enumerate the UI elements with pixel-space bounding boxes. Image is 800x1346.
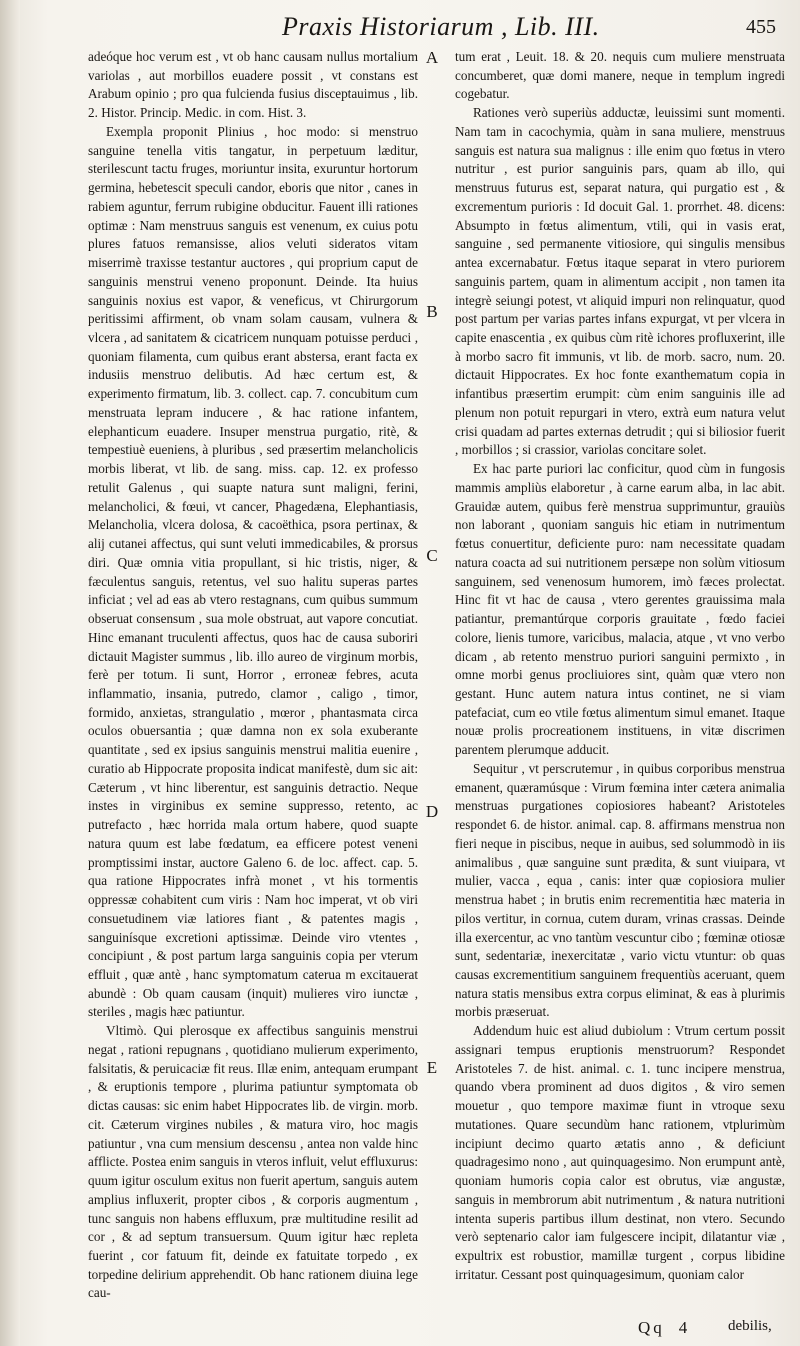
gutter-shadow	[0, 0, 20, 1346]
paragraph: Exempla proponit Plinius , hoc modo: si menstruo sanguine tenella vitis tangatur, in perpetuum læditur, sterilescunt tactu fruges, moriuntur insita, exuruntur hortorum germina, hebetescit speculi candor, eboris que nitor , canes in rabiem aguntur, ferrum rubigine obducitur. Fauent illi rationes optimæ : Nam menstruus sanguis est venenum, ex cuius potu plures fatuos remansisse, alios veluti sideratos vitam miserrimè traxisse testantur auctores , qui proprium caput de sanguinis menstrui veneno proponunt. Deinde. Ita huius sanguinis noxius est vapor, & veneficus, vt Chirurgorum peritissimi affirment, ob vnam solam causam, vulnera & vlcera , ad sanitatem & cicatricem nunquam potuisse perduci , quoniam filamenta, cum quibus erant abstersa, erant facta ex indusiis menstruo delibutis. Ad hæc certum est, & experimento firmatum, lib. 3. collect. cap. 7. concubitum cum menstruata lepram inducere , & hac ratione infantem, elephanticum euadere. Insuper menstrua purgatio, ritè, & tempestiuè eueniens, à pluribus , sed præsertim melancholicis morbis liberat, vt lib. de sang. miss. cap. 12. ex professo retulit Galenus , qui suapte natura sunt maligni, ferini, melancholici, & fœui, vt cancer, Phagedæna, Elephantiasis, Melancholia, vlcera dolosa, & cacoëthica, psora pertinax, & alij cutanei affectus, qui sunt veluti immedicabiles, & prorsus diri. Quæ omnia vitia propullant, si hic tristis, niger, & fæculentus sanguis, retentus, vel suo halitu superas partes inficiat ; vel ad eas ab vtero restagnans, cum quibus summum obseruat consensum , sua mole obstruat, aut vapore concutiat. Hinc emanant truculenti affectus, quos hac de causa suboriri dictauit Magister summus , lib. illo aureo de virginum morbis, ferè per totum. Ii sunt, Horror , erroneæ febres, acuta inflammatio, insania, putredo, clamor , caligo , timor, formido, anxietas, strangulatio , mœror , phantasmata circa oculos obuersantia ; quæ damna non ex sola exuberante quantitate , sed ex ipsius sanguinis menstrui malitia euenire , curatio ab Hippocrate proposita indicat manifestè, dum sic ait: Cæterum , vt hinc liberentur, est sanguinis detractio. Neque instes in virginibus ex semine suppresso, retento, ac putrefacto , hæc horrida mala ortum habere, quod suapte natura quum est labe fœdatum, ea efficere potest veneni promptissimi instar, auctore Galeno 6. de loc. affect. cap. 5. qua ratione Hippocrates infrà monet , vt his tormentis oppressæ cohabitent cum viris : Nam hoc imperat, vt ob viri consuetudinem viæ latiores fiant , & patentes magis , sanguinísque excretioni aptissimæ. Deinde viro vtentes , concipiunt , & post partum larga sanguinis copia per vterum effluit , quæ antè , hanc symptomatum caterua m excitauerat abundè : Ob quam causam (inquit) mulieres viro iunctæ , steriles , magis hæc patiuntur.	[88, 123, 418, 1020]
paragraph: Ex hac parte puriori lac conficitur, quod cùm in fungosis mammis ampliùs elaboretur , à carne earum alba, in lac abit. Grauidæ autem, quibus ferè menstrua supprimuntur, grauiùs non laborant , quoniam sanguis hic etiam in nutrimentum fœtus conuertitur, deficiente puro: nam necessitate quadam natura coacta ad sui nutritionem persæpe non solùm vitiosum sanguinem, sed venenosum humorem, imò fæces prolectat. Hinc fit vt hac de causa , vtero gerentes grauissima mala patiantur, premantúrque corporis grauitate , fœdo faciei colore, lienis tumore, varicibus, malacia, atque , vt vno verbo dicam , ab retento menstruo puriori sanguini permixto , in omne morbi genus procliuiores sint, quàm quæ vtero non gestant. Hunc autem natura intus continet, ne si viam patefaciat, cum eo vtile fœtus alimentum simul emanet. Itaque nouæ prolis procreationem instituens, in vitæ discrimen parentem plerumque adducit.	[455, 461, 785, 758]
right-column	[455, 48, 785, 1284]
signature-mark	[638, 1318, 690, 1338]
paragraph: Vltimò. Qui plerosque ex affectibus sanguinis menstrui negat , rationi repugnans , quotidiano mulierum experimento, falsitatis, & peruicaciæ fit reus. Illæ enim, antequam erumpant , & eruptionis tempore , plurima patiuntur symptomata ob dictas causas: sic enim habet Hippocrates lib. de virgin. morb. cit. Cæterum virgines nubiles , & matura viro, hoc magis patiuntur , vna cum mensium descensu , antea non valde hinc afflicte. Postea enim sanguis in vteros influit, velut effluxurus: quum igitur osculum exitus non fuerit apertum, sanguis autem amplius influxerit, propter cibos , & corporis augmentum , tunc sanguis non habens effluxum, præ multitudine resilit ad cor , & ad septum transuersum. Quum igitur hæc repleta fuerint , cor fatuum fit, deinde ex fatuitate torpedo , ex torpedine delirium apprehendit. Ob hanc rationem diuina lege cau-	[88, 1023, 418, 1301]
paragraph: Sequitur , vt perscrutemur , in quibus corporibus menstrua emanent, quæramúsque : Virum fœmina inter cætera animalia menstruas purgationes copiosiores habeant? Aristoteles respondet 6. de histor. animal. cap. 8. affirmans menstrua non fieri neque in piscibus, neque in auibus, sed solummodò in iis animalibus , quæ sanguine sunt prædita, & sunt viuipara, vt mulier, vacca , equa , canis: inter quæ copiosiora mulier menstrua habet ; in brutis enim recrementitia hæc materia in pilos vertitur, in cornua, cutem duram, vrinas crassas. Deinde illa exercentur, ac vno tantùm vescuntur cibo ; fœminæ otiosæ sunt, sedentariæ, inexercitatæ , vario victu vtuntur: ob quas causas excrementitium sanguinem frequentiùs aceruant, quem natura statis mensibus extra corpus eliminat, & eas à plurimis morbis præseruat.	[455, 760, 785, 1020]
margin-letter-e: E	[426, 1058, 438, 1077]
paragraph: tum erat , Leuit. 18. & 20. nequis cum muliere menstruata concumberet, quæ domi manere, neque in templum ingredi cogebatur.	[455, 49, 785, 102]
margin-letter-b: B	[426, 302, 438, 321]
catchword: debilis,	[728, 1318, 772, 1334]
margin-letter-c: C	[426, 546, 438, 565]
page-header	[0, 12, 800, 52]
page-number: 455	[746, 16, 776, 38]
margin-letter-d: D	[425, 802, 439, 821]
signature-letters: Qq	[638, 1318, 665, 1337]
paragraph: Addendum huic est aliud dubiolum : Vtrum certum possit assignari tempus eruptionis menstruorum? Respondet Aristoteles 7. de hist. animal. c. 1. tunc incipere menstrua, quando vbera prominent ad duos digitos , & viro semen mouetur , quo tempore maximæ fiunt in vtroque sexu mutationes. Quare secundùm hanc rationem, vtplurimùm incipiunt decimo quarto ætatis anno , & deficiunt quadragesimo nono , aut quinquagesimo. Non erumpunt antè, quoniam humoris copia calor est obrutus, viæ angustæ, sanguis in membrorum abit nutrimentum , & natura nutritioni intenta superis partibus illum destinat, non vtero. Secundo verò septenario calor iam fulgescere incipit, dilatantur viæ , expultrix est robustior, mamillæ turgent , corpus libidine irritatur. Cessant post quinquagesimum, quoniam calor	[455, 1023, 785, 1282]
paragraph: adeóque hoc verum est , vt ob hanc causam nullus mortalium variolas , aut morbillos euadere possit , vt constans est Arabum opinio ; pro qua fulcienda fusius disceptauimus , lib. 2. Histor. Princip. Medic. in com. Hist. 3.	[88, 49, 418, 121]
running-head: Praxis Historiarum , Lib. III.	[282, 12, 600, 41]
paragraph: Rationes verò superiùs adductæ, leuissimi sunt momenti. Nam tam in cacochymia, quàm in sana muliere, menstruus sanguis est natura sua malignus : ille enim quo fœtus in vtero nutritur , est purior sanguinis pars, quam ab illo, qui menstruus futurus est, separat natura, qui purgatio est , & excrementum purioris : Id docuit Gal. 1. prorrhet. 48. dicens: Absumpto in fœtus alimentum, vtili, qui in vasis erat, sanguine , sed permanente vitiosiore, qui singulis mensibus antea excernabatur. Fœtus itaque separat in vtero puriorem sanguinis partem, quam in alimentum accipit , non tamen ita integrè seiungi potest, vt aliquid impuri non relinquatur, quod post partum per varias partes infans expurgat, vt per vlcera in capite enascentia , ex quibus cùm ritè ichores profluxerint, ille à morbo sacro fit immunis, vt lib. de morb. sacro, num. 20. dictauit Hippocrates. Ex hoc fonte exanthematum copia in infantibus præsertim erumpit: cùm enim sanguinis ille ad plenum non potuit repurgari in vtero, extrà eum natura velut crisi quadam ad partes externas detrudit ; qui si biliosior fuerit , morbillos ; si crassior, variolas concitare solet.	[455, 105, 785, 458]
left-column	[88, 48, 418, 1303]
signature-number: 4	[678, 1318, 691, 1337]
margin-letter-a: A	[425, 48, 439, 67]
